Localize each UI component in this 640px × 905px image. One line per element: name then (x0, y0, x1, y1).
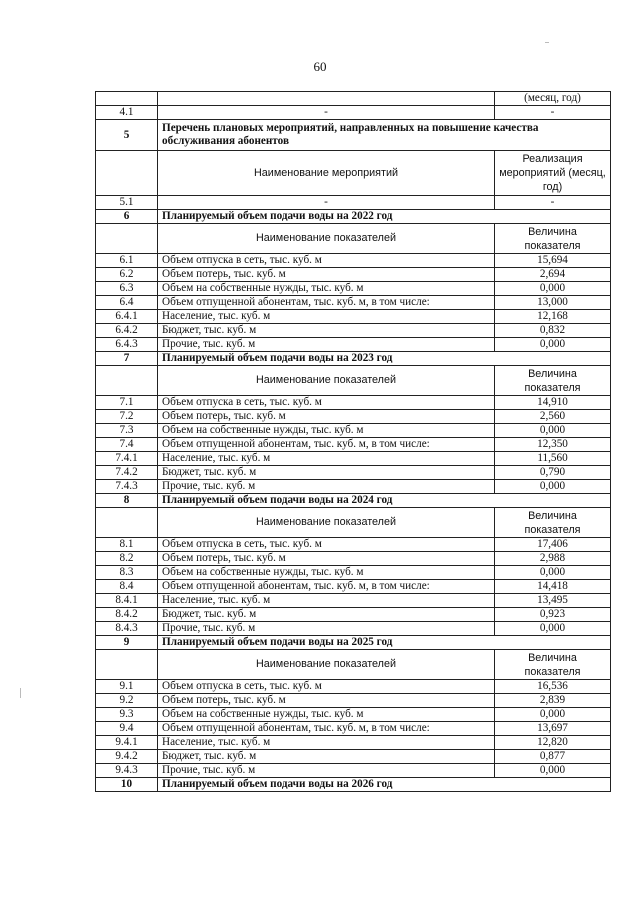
row-name: Население, тыс. куб. м (158, 594, 495, 608)
row-number: 9.3 (96, 708, 158, 722)
row-number: 5.1 (96, 196, 158, 210)
table-row (96, 680, 611, 694)
row-name: Прочие, тыс. куб. м (158, 622, 495, 636)
row-name: Население, тыс. куб. м (158, 736, 495, 750)
row-name: Объем отпуска в сеть, тыс. куб. м (158, 254, 495, 268)
section-number: 6 (96, 210, 158, 224)
row-value: 16,536 (495, 680, 611, 694)
section-title: Планируемый объем подачи воды на 2026 год (158, 778, 611, 792)
header-number (96, 508, 158, 538)
row-name: Бюджет, тыс. куб. м (158, 466, 495, 480)
plan-table (95, 91, 611, 792)
table-row (96, 92, 611, 106)
section-title: Перечень плановых мероприятий, направленных на повышение качества обслуживания абонентов (158, 120, 611, 151)
row-name (158, 92, 495, 106)
table-row (96, 254, 611, 268)
row-number: 7.4.2 (96, 466, 158, 480)
table-row (96, 310, 611, 324)
row-number: 9.2 (96, 694, 158, 708)
table-row (96, 466, 611, 480)
table-row (96, 594, 611, 608)
section-header-row (96, 778, 611, 792)
row-name: Бюджет, тыс. куб. м (158, 750, 495, 764)
row-value: 0,000 (495, 282, 611, 296)
row-name: Объем отпуска в сеть, тыс. куб. м (158, 538, 495, 552)
row-number: 6.4 (96, 296, 158, 310)
header-name: Наименование показателей (158, 366, 495, 396)
section-number: 8 (96, 494, 158, 508)
row-value: 0,000 (495, 338, 611, 352)
section-number: 9 (96, 636, 158, 650)
row-name: Объем отпущенной абонентам, тыс. куб. м, в том числе: (158, 296, 495, 310)
row-name: Население, тыс. куб. м (158, 452, 495, 466)
row-value: 12,168 (495, 310, 611, 324)
row-number: 8.4.2 (96, 608, 158, 622)
row-number: 7.2 (96, 410, 158, 424)
row-value: 12,350 (495, 438, 611, 452)
header-name: Наименование показателей (158, 650, 495, 680)
header-number (96, 366, 158, 396)
row-name: - (158, 106, 495, 120)
row-name: Бюджет, тыс. куб. м (158, 608, 495, 622)
row-value: 15,694 (495, 254, 611, 268)
section-number: 10 (96, 778, 158, 792)
row-number: 6.3 (96, 282, 158, 296)
row-value: 11,560 (495, 452, 611, 466)
row-number: 7.4 (96, 438, 158, 452)
row-name: Бюджет, тыс. куб. м (158, 324, 495, 338)
table-row (96, 282, 611, 296)
row-number: 6.2 (96, 268, 158, 282)
row-value: 2,694 (495, 268, 611, 282)
header-name: Наименование показателей (158, 508, 495, 538)
column-header-row (96, 650, 611, 680)
section-header-row (96, 120, 611, 151)
header-value: Величина показателя (495, 224, 611, 254)
row-value: (месяц, год) (495, 92, 611, 106)
row-number: 6.1 (96, 254, 158, 268)
row-value: 0,000 (495, 424, 611, 438)
row-name: Объем отпущенной абонентам, тыс. куб. м, в том числе: (158, 438, 495, 452)
row-value: 2,839 (495, 694, 611, 708)
row-number: 9.4.3 (96, 764, 158, 778)
table-row (96, 708, 611, 722)
row-name: Объем потерь, тыс. куб. м (158, 410, 495, 424)
table-row (96, 396, 611, 410)
row-name: Объем потерь, тыс. куб. м (158, 268, 495, 282)
section-header-row (96, 210, 611, 224)
section-header-row (96, 352, 611, 366)
table-row (96, 106, 611, 120)
row-value: - (495, 196, 611, 210)
table-row (96, 694, 611, 708)
row-value: 14,418 (495, 580, 611, 594)
row-name: Объем отпущенной абонентам, тыс. куб. м, в том числе: (158, 580, 495, 594)
section-header-row (96, 636, 611, 650)
row-number: 8.2 (96, 552, 158, 566)
row-name: Объем потерь, тыс. куб. м (158, 552, 495, 566)
row-value: 13,697 (495, 722, 611, 736)
row-value: 0,877 (495, 750, 611, 764)
table-row (96, 622, 611, 636)
table-row (96, 608, 611, 622)
table-row (96, 580, 611, 594)
row-value: 17,406 (495, 538, 611, 552)
table-row (96, 736, 611, 750)
table-row (96, 722, 611, 736)
row-name: Население, тыс. куб. м (158, 310, 495, 324)
row-number: 8.4 (96, 580, 158, 594)
section-title: Планируемый объем подачи воды на 2023 год (158, 352, 611, 366)
column-header-row (96, 151, 611, 196)
row-value: 13,495 (495, 594, 611, 608)
row-number: 7.1 (96, 396, 158, 410)
row-name: Прочие, тыс. куб. м (158, 338, 495, 352)
header-number (96, 151, 158, 196)
row-name: Прочие, тыс. куб. м (158, 480, 495, 494)
table-row (96, 552, 611, 566)
row-value: 0,000 (495, 622, 611, 636)
table-row (96, 338, 611, 352)
section-title: Планируемый объем подачи воды на 2024 год (158, 494, 611, 508)
table-row (96, 324, 611, 338)
row-value: 13,000 (495, 296, 611, 310)
row-name: Прочие, тыс. куб. м (158, 764, 495, 778)
section-number: 5 (96, 120, 158, 151)
header-value: Величина показателя (495, 366, 611, 396)
row-value: 0,000 (495, 566, 611, 580)
column-header-row (96, 224, 611, 254)
row-name: Объем на собственные нужды, тыс. куб. м (158, 708, 495, 722)
column-header-row (96, 508, 611, 538)
row-number: 7.4.3 (96, 480, 158, 494)
row-number (96, 92, 158, 106)
row-name: Объем отпущенной абонентам, тыс. куб. м, в том числе: (158, 722, 495, 736)
row-number: 9.4.2 (96, 750, 158, 764)
table-row (96, 566, 611, 580)
section-number: 7 (96, 352, 158, 366)
row-number: 8.3 (96, 566, 158, 580)
row-number: 9.1 (96, 680, 158, 694)
row-name: Объем отпуска в сеть, тыс. куб. м (158, 680, 495, 694)
row-value: 0,832 (495, 324, 611, 338)
table-row (96, 296, 611, 310)
row-number: 6.4.3 (96, 338, 158, 352)
table-row (96, 452, 611, 466)
header-number (96, 650, 158, 680)
row-value: 2,988 (495, 552, 611, 566)
header-name: Наименование мероприятий (158, 151, 495, 196)
table-row (96, 538, 611, 552)
table-row (96, 424, 611, 438)
row-number: 6.4.1 (96, 310, 158, 324)
row-number: 8.4.1 (96, 594, 158, 608)
row-name: Объем на собственные нужды, тыс. куб. м (158, 424, 495, 438)
row-number: 6.4.2 (96, 324, 158, 338)
row-name: - (158, 196, 495, 210)
table-row (96, 438, 611, 452)
section-title: Планируемый объем подачи воды на 2025 год (158, 636, 611, 650)
table-row (96, 764, 611, 778)
row-name: Объем отпуска в сеть, тыс. куб. м (158, 396, 495, 410)
header-value: Величина показателя (495, 508, 611, 538)
row-name: Объем на собственные нужды, тыс. куб. м (158, 566, 495, 580)
header-number (96, 224, 158, 254)
row-name: Объем потерь, тыс. куб. м (158, 694, 495, 708)
row-number: 4.1 (96, 106, 158, 120)
table-row (96, 410, 611, 424)
row-number: 9.4.1 (96, 736, 158, 750)
row-value: 0,000 (495, 708, 611, 722)
section-title: Планируемый объем подачи воды на 2022 год (158, 210, 611, 224)
row-number: 8.1 (96, 538, 158, 552)
row-number: 7.3 (96, 424, 158, 438)
header-value: Величина показателя (495, 650, 611, 680)
row-name: Объем на собственные нужды, тыс. куб. м (158, 282, 495, 296)
section-header-row (96, 494, 611, 508)
row-value: 0,790 (495, 466, 611, 480)
column-header-row (96, 366, 611, 396)
row-value: 2,560 (495, 410, 611, 424)
table-row (96, 196, 611, 210)
header-value: Реализация мероприятий (месяц, год) (495, 151, 611, 196)
row-value: 0,923 (495, 608, 611, 622)
page-number: 60 (313, 59, 327, 74)
row-value: 0,000 (495, 480, 611, 494)
row-value: 12,820 (495, 736, 611, 750)
scan-mark (545, 42, 549, 43)
row-value: 14,910 (495, 396, 611, 410)
row-number: 9.4 (96, 722, 158, 736)
scan-mark (20, 688, 21, 698)
header-name: Наименование показателей (158, 224, 495, 254)
row-number: 7.4.1 (96, 452, 158, 466)
row-value: - (495, 106, 611, 120)
row-value: 0,000 (495, 764, 611, 778)
table-row (96, 268, 611, 282)
row-number: 8.4.3 (96, 622, 158, 636)
table-row (96, 480, 611, 494)
table-row (96, 750, 611, 764)
